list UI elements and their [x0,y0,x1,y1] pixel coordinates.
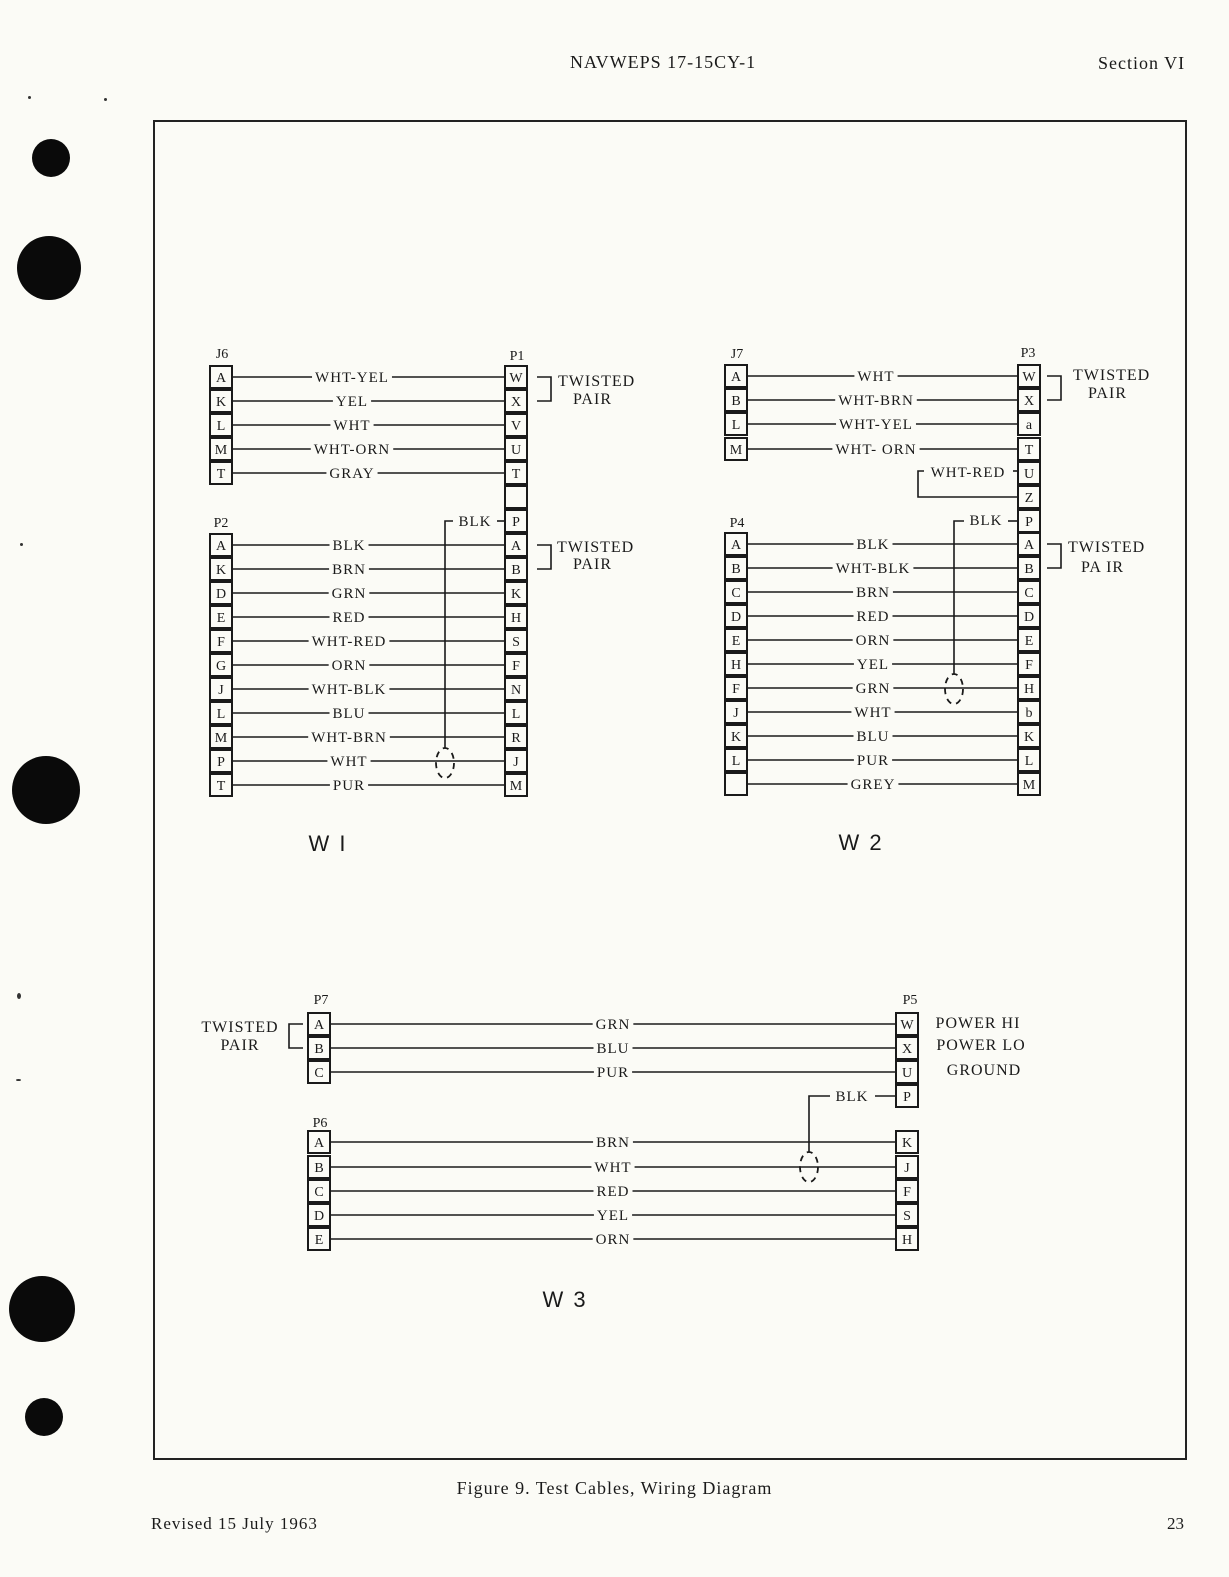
pin-label: G [215,659,227,674]
connector-label: J6 [215,347,229,362]
pin-label: P [512,515,520,530]
twisted-pair-note: PAIR [573,556,612,573]
section-label: Section VI [1098,53,1186,73]
wire-label: RED [856,609,890,625]
pin-label: a [1025,418,1033,433]
twisted-pair-note: PAIR [573,391,612,408]
pin-label: M [214,731,228,746]
twisted-pair-note: TWISTED [558,373,636,390]
pin-label: C [314,1066,324,1081]
pin-label: M [729,443,743,458]
pin-label: X [901,1042,913,1057]
cable-label: W 3 [542,1287,588,1312]
pin-label: J [218,683,224,698]
twisted-pair-note: TWISTED [1068,539,1146,556]
pin-label: P [903,1090,911,1105]
cable-label: W 2 [838,830,884,855]
connector-label: P7 [313,993,329,1008]
pin-label: S [512,635,520,650]
wire-label: BRN [596,1135,630,1151]
pin-label: K [215,395,227,410]
wire-label: BLU [596,1041,630,1057]
connector-label: P5 [902,993,918,1008]
page-number: 23 [1167,1514,1184,1533]
pin-label: R [511,731,521,746]
pin-label: T [1024,443,1034,458]
jumper-label: WHT-RED [930,465,1006,481]
twisted-pair-note: PAIR [1088,385,1127,402]
twisted-pair-bracket [1047,544,1061,568]
pin-label: J [904,1161,910,1176]
function-note: POWER HI [935,1015,1021,1032]
pin-label: B [314,1161,324,1176]
shield-label: BLK [969,513,1003,529]
wire-label: GREY [850,777,896,793]
wire-label: WHT-BRN [311,730,387,746]
pin-label: A [730,538,742,553]
document-number: NAVWEPS 17-15CY-1 [570,52,757,72]
pin-label: K [510,587,522,602]
connector-label: P2 [213,516,229,531]
pin-label: A [730,370,742,385]
wire-label: WHT [854,705,892,721]
pin-label: H [901,1233,913,1248]
connector-label: J7 [730,347,744,362]
shield-termination [945,674,963,704]
wire-label: ORN [855,633,891,649]
pin-label: U [1023,467,1035,482]
pin-label: b [1025,706,1033,721]
pin-label: A [510,539,522,554]
wire-label: GRN [855,681,891,697]
cable-label: W I [308,831,348,856]
pin-label: A [215,371,227,386]
wire-label: BLU [856,729,890,745]
pin-label: N [510,683,522,698]
pin-label: C [731,586,741,601]
wire-label: WHT [857,369,895,385]
pin-label: D [313,1209,325,1224]
pin-label: E [1024,634,1034,649]
twisted-pair-bracket [537,545,551,569]
connector-label: P6 [312,1116,328,1131]
revision-date: Revised 15 July 1963 [151,1514,318,1533]
pin-label: A [313,1018,325,1033]
pin-label: M [509,779,523,794]
twisted-pair-note: PA IR [1081,559,1125,576]
pin-label: W [900,1018,914,1033]
pin-label: F [903,1185,911,1200]
pin-label: L [511,707,521,722]
wire-label: WHT [594,1160,632,1176]
pin-label: Z [1024,491,1034,506]
connector-label: P1 [509,349,525,364]
pin-label: D [215,587,227,602]
pin-label: F [732,682,740,697]
pin-label: K [1023,730,1035,745]
pin-label: E [314,1233,324,1248]
pin-label: L [731,754,741,769]
pin-label: J [733,706,739,721]
wire-label: BRN [856,585,890,601]
pin-label: A [215,539,227,554]
wire-label: GRN [595,1017,631,1033]
wire-label: WHT-ORN [313,442,391,458]
wire-label: RED [596,1184,630,1200]
pin-label: V [510,419,522,434]
pin-box [505,486,527,508]
wire-label: YEL [335,394,369,410]
twisted-pair-note: TWISTED [557,539,635,556]
pin-label: F [217,635,225,650]
wire-label: WHT [330,754,368,770]
pin-label: X [510,395,522,410]
pin-label: H [510,611,522,626]
pin-label: J [513,755,519,770]
pin-label: K [730,730,742,745]
twisted-pair-note: TWISTED [201,1019,279,1036]
pin-label: B [731,562,741,577]
pin-label: E [216,611,226,626]
pin-label: L [216,419,226,434]
shield-wire [809,1096,830,1152]
wire-label: WHT-YEL [315,370,389,386]
pin-label: B [1024,562,1034,577]
wire-label: WHT-YEL [839,417,913,433]
wire-label: WHT [333,418,371,434]
wire-label: WHT-RED [311,634,387,650]
pin-label: A [1023,538,1035,553]
shield-termination [436,748,454,778]
shield-label: BLK [835,1089,869,1105]
pin-label: C [314,1185,324,1200]
pin-label: U [510,443,522,458]
wire-label: YEL [596,1208,630,1224]
wire-label: PUR [856,753,890,769]
wire-label: GRN [331,586,367,602]
shield-label: BLK [458,514,492,530]
pin-label: E [731,634,741,649]
twisted-pair-bracket [537,377,551,401]
pin-label: K [901,1136,913,1151]
pin-label: B [314,1042,324,1057]
wire-label: PUR [332,778,366,794]
pin-label: A [313,1136,325,1151]
pin-label: U [901,1066,913,1081]
twisted-pair-bracket [1047,376,1061,400]
pin-label: L [1024,754,1034,769]
wire-label: BLK [332,538,366,554]
pin-label: H [730,658,742,673]
connector-label: P4 [729,516,745,531]
twisted-pair-note: PAIR [220,1037,260,1054]
pin-label: T [511,467,521,482]
wire-label: PUR [596,1065,630,1081]
pin-label: C [1024,586,1034,601]
pin-label: W [1022,370,1036,385]
pin-label: F [1025,658,1033,673]
twisted-pair-bracket [289,1024,303,1048]
wire-label: ORN [331,658,367,674]
pin-label: T [216,779,226,794]
pin-label: T [216,467,226,482]
figure-caption: Figure 9. Test Cables, Wiring Diagram [456,1478,773,1498]
pin-label: B [511,563,521,578]
pin-label: B [731,394,741,409]
function-note: GROUND [946,1062,1022,1079]
pin-label: D [730,610,742,625]
wire-label: ORN [595,1232,631,1248]
wire-label: BLU [332,706,366,722]
pin-label: W [509,371,523,386]
shield-wire [445,521,453,748]
pin-label: K [215,563,227,578]
wire-label: WHT- ORN [835,442,917,458]
wire-label: WHT-BRN [838,393,914,409]
pin-label: M [1022,778,1036,793]
twisted-pair-note: TWISTED [1073,367,1151,384]
pin-label: M [214,443,228,458]
wire-label: WHT-BLK [311,682,387,698]
pin-label: L [731,418,741,433]
pin-box [725,773,747,795]
wire-label: BRN [332,562,366,578]
wire-label: GRAY [329,466,375,482]
pin-label: S [903,1209,911,1224]
connector-label: P3 [1020,346,1036,361]
pin-label: L [216,707,226,722]
pin-label: H [1023,682,1035,697]
pin-label: P [1025,515,1033,530]
wire-label: BLK [856,537,890,553]
pin-label: D [1023,610,1035,625]
function-note: POWER LO [936,1037,1026,1054]
pin-label: X [1023,394,1035,409]
wire-label: RED [332,610,366,626]
pin-label: P [217,755,225,770]
wire-label: YEL [856,657,890,673]
wire-label: WHT-BLK [835,561,911,577]
pin-label: F [512,659,520,674]
